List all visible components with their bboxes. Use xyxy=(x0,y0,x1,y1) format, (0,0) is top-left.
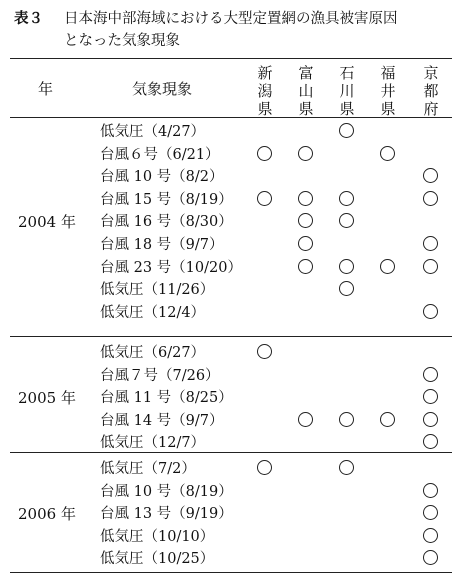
circle-mark-icon xyxy=(339,460,354,475)
mark-cell xyxy=(257,304,273,320)
table-row xyxy=(0,524,460,547)
table-number: 表３ xyxy=(14,11,43,27)
mark-cell xyxy=(298,168,314,184)
mark-cell xyxy=(339,367,355,383)
mark-cell xyxy=(257,412,273,428)
mark-cell xyxy=(339,236,355,252)
circle-mark-icon xyxy=(339,123,354,138)
circle-mark-icon xyxy=(423,505,438,520)
table-row xyxy=(0,277,460,300)
circle-mark-icon xyxy=(423,550,438,565)
phenomenon-label: 低気圧（7/2） xyxy=(100,461,196,477)
phenomenon-label: 低気圧（4/27） xyxy=(100,124,206,140)
mark-cell xyxy=(339,434,355,450)
circle-mark-icon xyxy=(298,146,313,161)
mark-cell xyxy=(257,213,273,229)
mark-cell xyxy=(298,412,314,428)
mark-cell xyxy=(257,168,273,184)
circle-mark-icon xyxy=(339,281,354,296)
mark-cell xyxy=(257,528,273,544)
bottom-rule xyxy=(10,572,452,573)
mark-cell xyxy=(257,146,273,162)
mark-cell xyxy=(257,460,273,476)
year-label: 2004 年 xyxy=(18,212,76,231)
mark-cell xyxy=(380,344,396,360)
circle-mark-icon xyxy=(298,236,313,251)
mark-cell xyxy=(423,191,439,207)
table-row xyxy=(0,142,460,165)
year-label: 2005 年 xyxy=(18,388,76,407)
table-row xyxy=(0,363,460,386)
mark-cell xyxy=(423,168,439,184)
mark-cell xyxy=(339,213,355,229)
table-caption xyxy=(14,8,454,52)
mark-cell xyxy=(423,123,439,139)
mark-cell xyxy=(380,259,396,275)
circle-mark-icon xyxy=(423,528,438,543)
circle-mark-icon xyxy=(298,412,313,427)
mark-cell xyxy=(380,389,396,405)
mark-cell xyxy=(339,528,355,544)
table-row xyxy=(0,479,460,502)
caption-text-line2: となった気象現象 xyxy=(64,33,180,49)
circle-mark-icon xyxy=(339,191,354,206)
mark-cell xyxy=(298,483,314,499)
mark-cell xyxy=(339,505,355,521)
circle-mark-icon xyxy=(339,213,354,228)
table-row xyxy=(0,187,460,210)
mark-cell xyxy=(257,344,273,360)
mark-cell xyxy=(380,550,396,566)
circle-mark-icon xyxy=(423,412,438,427)
mark-cell xyxy=(339,483,355,499)
header-year: 年 xyxy=(38,80,54,98)
mark-cell xyxy=(423,412,439,428)
mark-cell xyxy=(298,434,314,450)
mark-cell xyxy=(423,236,439,252)
mark-cell xyxy=(423,505,439,521)
mark-cell xyxy=(257,236,273,252)
mark-cell xyxy=(423,367,439,383)
mark-cell xyxy=(423,483,439,499)
mark-cell xyxy=(380,434,396,450)
mark-cell xyxy=(380,281,396,297)
mark-cell xyxy=(423,344,439,360)
table-row xyxy=(0,209,460,232)
mark-cell xyxy=(339,168,355,184)
mark-cell xyxy=(380,213,396,229)
mark-cell xyxy=(423,460,439,476)
phenomenon-label: 低気圧（6/27） xyxy=(100,345,206,361)
mark-cell xyxy=(298,389,314,405)
mark-cell xyxy=(423,259,439,275)
table-row xyxy=(0,255,460,278)
circle-mark-icon xyxy=(257,191,272,206)
table-row xyxy=(0,340,460,363)
mark-cell xyxy=(423,389,439,405)
mark-cell xyxy=(257,191,273,207)
table-row xyxy=(0,232,460,255)
table-row xyxy=(0,546,460,569)
mark-cell xyxy=(298,550,314,566)
mark-cell xyxy=(423,304,439,320)
circle-mark-icon xyxy=(298,213,313,228)
circle-mark-icon xyxy=(380,146,395,161)
mark-cell xyxy=(339,550,355,566)
mark-cell xyxy=(257,434,273,450)
mark-cell xyxy=(380,146,396,162)
header-ishikawa: 石川県 xyxy=(339,64,355,118)
phenomenon-label: 低気圧（11/26） xyxy=(100,282,215,299)
mark-cell xyxy=(380,460,396,476)
mark-cell xyxy=(298,213,314,229)
mark-cell xyxy=(339,304,355,320)
table-row xyxy=(0,385,460,408)
circle-mark-icon xyxy=(423,191,438,206)
mark-cell xyxy=(339,123,355,139)
mark-cell xyxy=(339,146,355,162)
mark-cell xyxy=(339,389,355,405)
mark-cell xyxy=(423,281,439,297)
phenomenon-label: 台風 13 号（9/19） xyxy=(100,506,233,523)
circle-mark-icon xyxy=(423,304,438,319)
circle-mark-icon xyxy=(257,460,272,475)
mark-cell xyxy=(298,281,314,297)
mark-cell xyxy=(257,123,273,139)
header-toyama: 富山県 xyxy=(298,64,314,118)
circle-mark-icon xyxy=(423,389,438,404)
mark-cell xyxy=(380,191,396,207)
circle-mark-icon xyxy=(339,412,354,427)
mark-cell xyxy=(298,505,314,521)
mark-cell xyxy=(339,412,355,428)
mark-cell xyxy=(257,259,273,275)
phenomenon-label: 低気圧（10/25） xyxy=(100,551,215,568)
mark-cell xyxy=(380,505,396,521)
table-row xyxy=(0,300,460,323)
mark-cell xyxy=(423,528,439,544)
mark-cell xyxy=(380,412,396,428)
table-row xyxy=(0,430,460,453)
mark-cell xyxy=(339,344,355,360)
mark-cell xyxy=(257,389,273,405)
circle-mark-icon xyxy=(380,259,395,274)
table-row xyxy=(0,119,460,142)
mark-cell xyxy=(380,367,396,383)
circle-mark-icon xyxy=(423,434,438,449)
phenomenon-label: 低気圧（10/10） xyxy=(100,528,215,545)
circle-mark-icon xyxy=(423,259,438,274)
mark-cell xyxy=(257,281,273,297)
mark-cell xyxy=(257,550,273,566)
mark-cell xyxy=(298,259,314,275)
mark-cell xyxy=(380,483,396,499)
top-rule xyxy=(10,58,452,59)
header-phenomenon: 気象現象 xyxy=(132,80,193,98)
mark-cell xyxy=(339,460,355,476)
phenomenon-label: 台風７号（7/26） xyxy=(100,367,220,384)
phenomenon-label: 低気圧（12/7） xyxy=(100,435,206,452)
header-niigata: 新潟県 xyxy=(257,64,273,118)
circle-mark-icon xyxy=(423,236,438,251)
circle-mark-icon xyxy=(380,412,395,427)
mark-cell xyxy=(423,434,439,450)
phenomenon-label: 台風６号（6/21） xyxy=(100,146,220,163)
mark-cell xyxy=(298,123,314,139)
phenomenon-label: 台風 15 号（8/19） xyxy=(100,191,233,208)
mark-cell xyxy=(298,528,314,544)
group-rule xyxy=(10,336,452,337)
phenomenon-label: 台風 18 号（9/7） xyxy=(100,237,224,253)
phenomenon-label: 台風 10 号（8/2） xyxy=(100,169,224,186)
table-row xyxy=(0,501,460,524)
mark-cell xyxy=(339,259,355,275)
table-row xyxy=(0,408,460,431)
mark-cell xyxy=(257,505,273,521)
mark-cell xyxy=(380,123,396,139)
phenomenon-label: 台風 14 号（9/7） xyxy=(100,412,224,429)
year-label: 2006 年 xyxy=(18,504,76,523)
table-row xyxy=(0,456,460,479)
mark-cell xyxy=(423,550,439,566)
mark-cell xyxy=(380,236,396,252)
mark-cell xyxy=(298,191,314,207)
circle-mark-icon xyxy=(257,344,272,359)
mark-cell xyxy=(298,146,314,162)
mark-cell xyxy=(423,213,439,229)
mark-cell xyxy=(380,304,396,320)
mark-cell xyxy=(339,191,355,207)
caption-text-line1: 日本海中部海域における大型定置網の漁具被害原因 xyxy=(64,11,398,27)
mark-cell xyxy=(257,367,273,383)
circle-mark-icon xyxy=(423,367,438,382)
group-rule xyxy=(10,117,452,118)
phenomenon-label: 台風 10 号（8/19） xyxy=(100,483,233,500)
mark-cell xyxy=(380,528,396,544)
mark-cell xyxy=(339,281,355,297)
mark-cell xyxy=(298,304,314,320)
mark-cell xyxy=(423,146,439,162)
phenomenon-label: 台風 23 号（10/20） xyxy=(100,259,242,276)
circle-mark-icon xyxy=(298,259,313,274)
mark-cell xyxy=(298,367,314,383)
mark-cell xyxy=(298,236,314,252)
circle-mark-icon xyxy=(339,259,354,274)
phenomenon-label: 低気圧（12/4） xyxy=(100,304,206,321)
mark-cell xyxy=(298,460,314,476)
header-kyoto: 京都府 xyxy=(423,64,439,118)
mark-cell xyxy=(257,483,273,499)
table-row xyxy=(0,164,460,187)
mark-cell xyxy=(298,344,314,360)
mark-cell xyxy=(380,168,396,184)
circle-mark-icon xyxy=(257,146,272,161)
circle-mark-icon xyxy=(423,483,438,498)
circle-mark-icon xyxy=(423,168,438,183)
header-fukui: 福井県 xyxy=(380,64,396,118)
phenomenon-label: 台風 16 号（8/30） xyxy=(100,214,233,231)
circle-mark-icon xyxy=(298,191,313,206)
phenomenon-label: 台風 11 号（8/25） xyxy=(100,390,233,407)
